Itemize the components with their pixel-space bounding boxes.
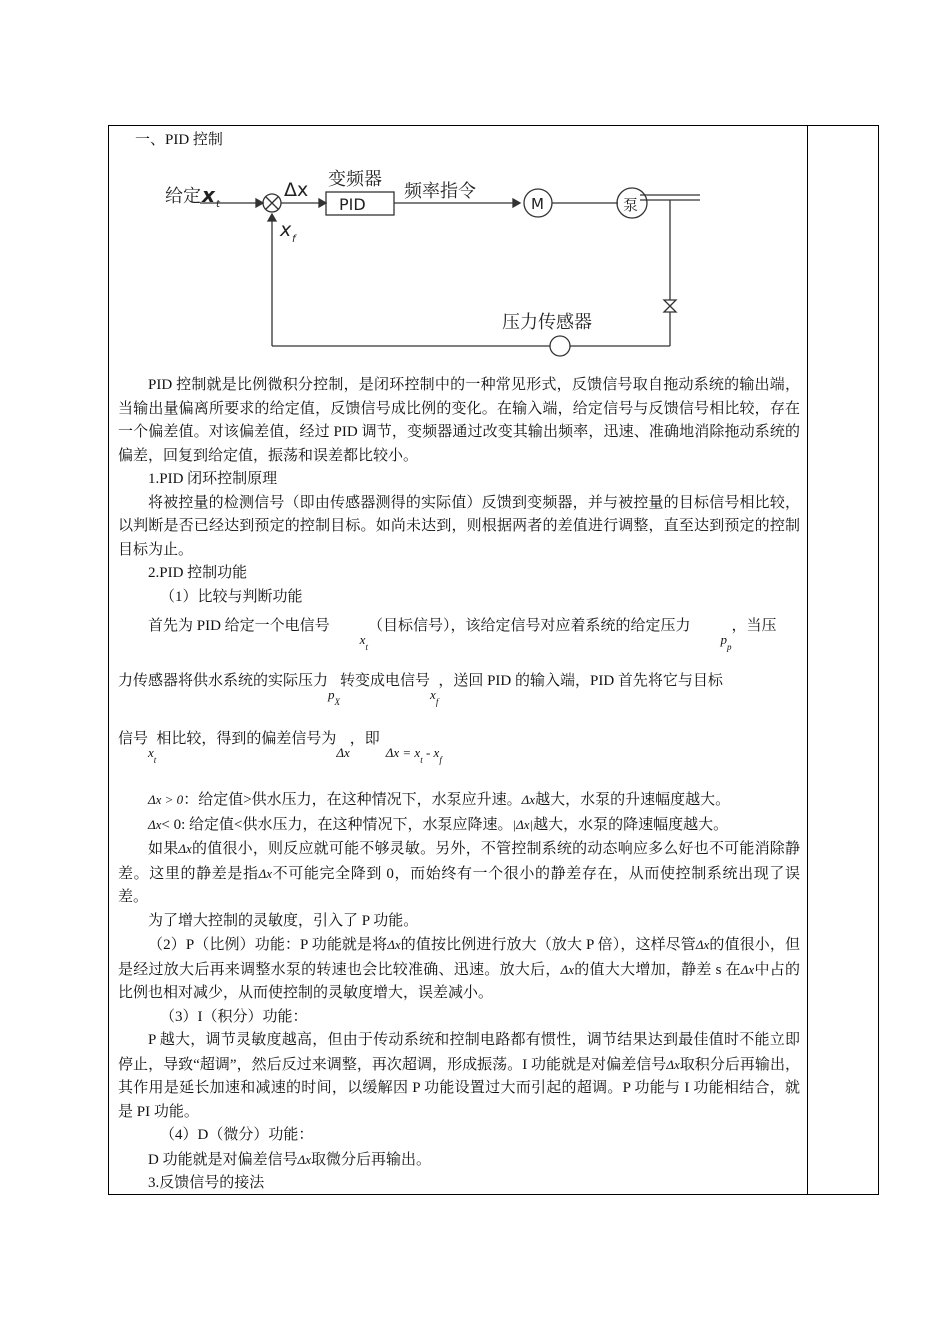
section-heading: 一、PID 控制 [135, 132, 223, 148]
paragraph-i-function: P 越大，调节灵敏度越高，但由于传动系统和控制电路都有惯性，调节结果达到最佳值时不能立即停止，导致“超调”，然后反过来调整，再次超调，形成振荡。I 功能就是对偏差信号Δx取积分后再输出，其作用是延长加速和减速的时间，以缓解因 P 功能设置过大而引起的超调。P 功能与 I 功能相结合，就是 PI 功能。 [118, 1032, 800, 1120]
paragraph-positive-error: Δx > 0：给定值>供水压力，在这种情况下，水泵应升速。Δx越大，水泵的升速幅度越大。 [148, 792, 731, 808]
inverter-label: 变频器 [328, 169, 382, 190]
paragraph-negative-error: Δx< 0: 给定值<供水压力，在这种情况下，水泵应降速。|Δx|越大，水泵的降速幅度越大。 [148, 816, 729, 833]
heading-compare: （1）比较与判断功能 [160, 588, 303, 605]
freq-command-label: 频率指令 [404, 181, 476, 202]
feedback-sub: f [292, 234, 296, 245]
paragraph-static-error: 如果Δx的值很小，则反应就可能不够灵敏。另外，不管控制系统的动态响应多么好也不可能消除静差。这里的静差是指Δx不可能完全降到 0，而始终有一个很小的静差存在，从而使控制系统出现了误差。 [118, 841, 800, 905]
heading-d-function: （4）D（微分）功能： [160, 1127, 314, 1143]
heading-closed-loop: 1.PID 闭环控制原理 [148, 471, 278, 487]
heading-feedback-wiring: 3.反馈信号的接法 [148, 1175, 265, 1191]
body-text [118, 374, 800, 1196]
paragraph-compare-2: 力传感器将供水系统的实际压力$p_X$转变成电信号$x_f$，送回 PID 的输入端，PID 首先将它与目标 [118, 673, 723, 707]
heading-i-function: （3）I（积分）功能： [160, 1008, 308, 1025]
sensor-label: 压力传感器 [502, 312, 592, 333]
pump-label: 泵 [623, 196, 639, 214]
paragraph-d-function: D 功能就是对偏差信号Δx取微分后再输出。 [148, 1151, 432, 1168]
feedback-var: x [280, 219, 292, 241]
paragraph-closed-loop: 将被控量的检测信号（即由传感器测得的实际值）反馈到变频器，并与被控量的目标信号相比较，以判断是否已经达到预定的控制目标。如尚未达到，则根据两者的差值进行调整，直至达到预定的控制目标为止。 [118, 494, 800, 558]
paragraph-compare-3: 信号$x_t$相比较，得到的偏差信号为Δx，即$\Delta x = x_t - x_f$ [118, 731, 442, 765]
pid-block-diagram [160, 160, 720, 365]
paragraph-p-function: （2）P（比例）功能：P 功能就是将Δx的值按比例进行放大（放大 P 倍），这样尽管Δx的值很小，但是经过放大后再来调整水泵的转速也会比较准确、迅速。放大后，Δx的值大大增加，静差 s 在Δx中占的比例也相对减少，从而使控制的灵敏度增大，误差减小。 [118, 937, 800, 1001]
error-label: Δx [284, 179, 309, 201]
paragraph-intro: PID 控制就是比例微积分控制，是闭环控制中的一种常见形式，反馈信号取自拖动系统的输出端，当输出量偏离所要求的给定值，反馈信号成比例的变化。在输入端，给定信号与反馈信号相比较，存在一个偏差值。对该偏差值，经过 PID 调节，变频器通过改变其输出频率，迅速、准确地消除拖动系统的偏差，回复到给定值，振荡和误差都比较小。 [118, 377, 800, 464]
motor-label: M [531, 195, 544, 213]
paragraph-compare: 首先为 PID 给定一个电信号$x_t$（目标信号），该给定信号对应着系统的给定压力$p_p$，当压 [148, 618, 777, 652]
heading-pid-functions: 2.PID 控制功能 [148, 565, 248, 581]
paragraph-introduce-p: 为了增大控制的灵敏度，引入了 P 功能。 [148, 912, 419, 929]
setpoint-var: x [202, 183, 215, 207]
setpoint-label: 给定 [165, 186, 201, 207]
pid-box-label: PID [339, 195, 366, 214]
setpoint-sub: t [216, 199, 220, 210]
table-column-divider [807, 125, 808, 1195]
